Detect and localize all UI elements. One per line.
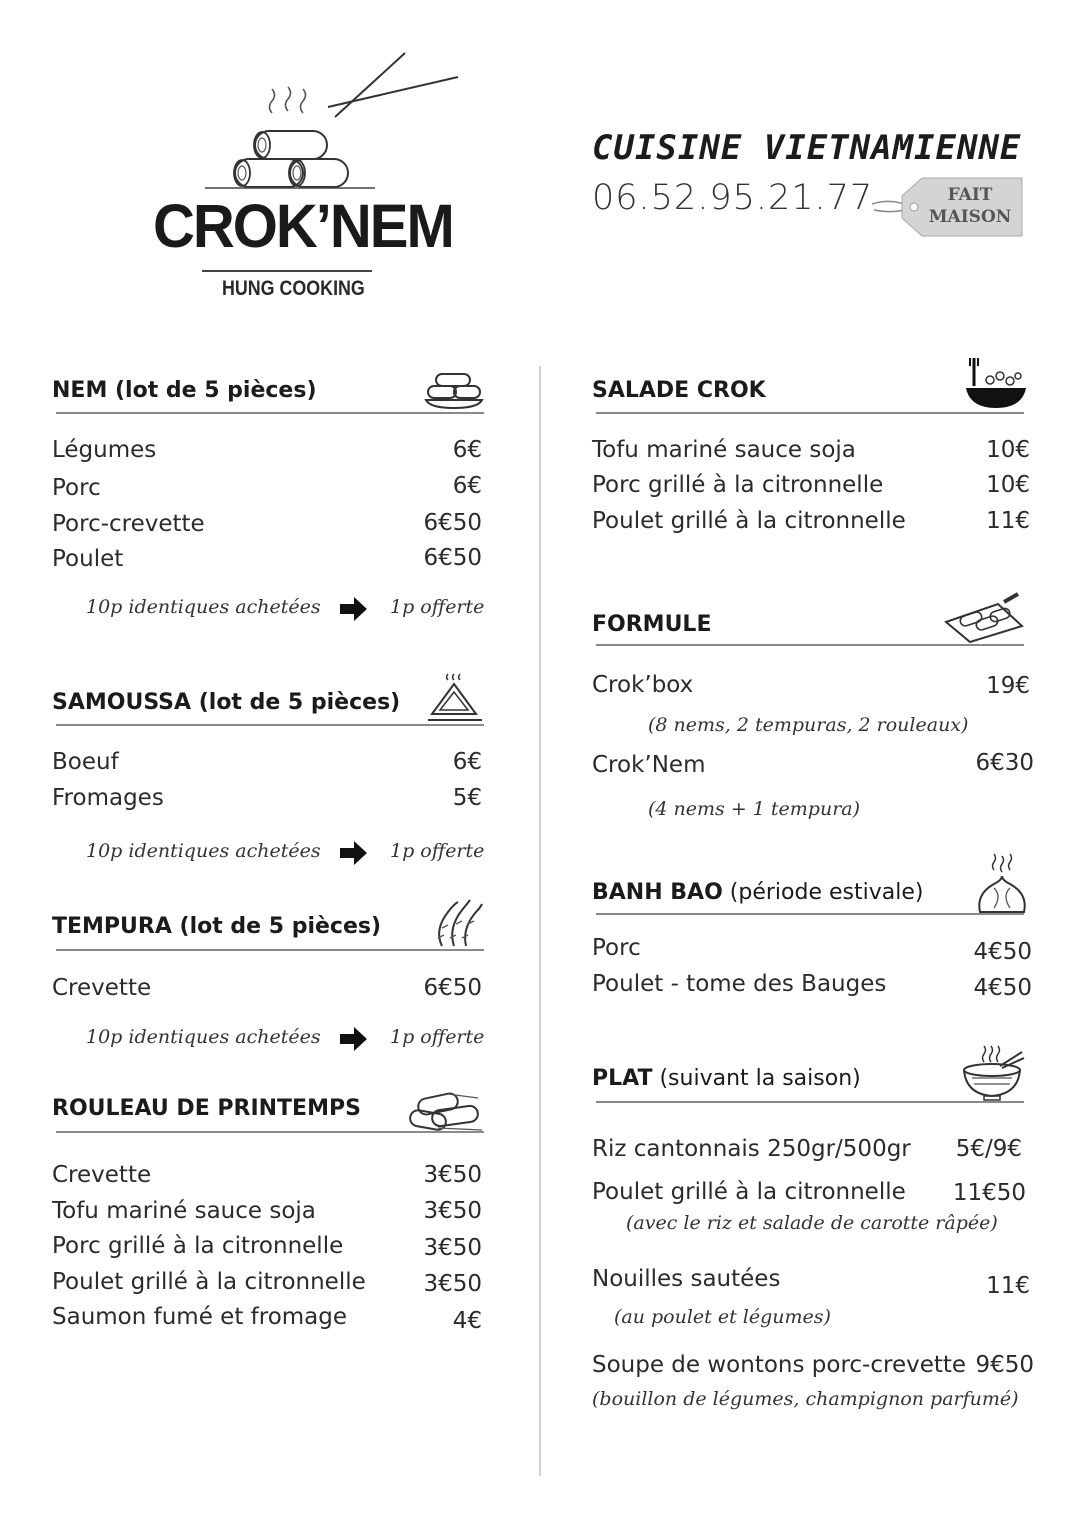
section-title-bold: PLAT	[592, 1066, 653, 1091]
menu-item-name: Poulet grillé à la citronnelle	[592, 1179, 906, 1205]
section-title-nem: NEM (lot de 5 pièces)	[52, 378, 317, 403]
section-title-rouleau: ROULEAU DE PRINTEMPS	[52, 1096, 361, 1121]
menu-item-name: Riz cantonnais 250gr/500gr	[592, 1136, 911, 1162]
logo-underline	[202, 270, 372, 272]
menu-item-price: 4€50	[973, 939, 1032, 965]
menu-item-name: Porc-crevette	[52, 511, 205, 537]
food-board-icon	[942, 592, 1026, 644]
menu-item-price: 5€	[452, 785, 482, 811]
menu-item-price: 3€50	[423, 1235, 482, 1261]
logo-subtitle: HUNG COOKING	[222, 277, 365, 300]
menu-item-note: (avec le riz et salade de carotte râpée)	[626, 1212, 998, 1234]
section-rule-nem	[56, 412, 484, 414]
cuisine-heading: CUISINE VIETNAMIENNE	[592, 128, 1022, 168]
offer-text: 10p identiques achetées	[86, 840, 321, 862]
section-title-banh-bao	[592, 880, 923, 905]
section-rule-plat	[596, 1101, 1024, 1103]
samoussa-icon	[426, 670, 486, 724]
logo	[150, 45, 453, 315]
tag-line-1: FAIT	[947, 185, 993, 205]
menu-item-price: 4€	[452, 1308, 482, 1334]
menu-item-price: 6€	[452, 473, 482, 499]
menu-item-name: Tofu mariné sauce soja	[52, 1198, 316, 1224]
noodle-bowl-icon	[960, 1046, 1024, 1102]
menu-item-price: 3€50	[423, 1198, 482, 1224]
menu-item-price: 11€	[986, 508, 1030, 534]
section-title-samoussa: SAMOUSSA (lot de 5 pièces)	[52, 690, 401, 715]
menu-item-price: 6€50	[423, 975, 482, 1001]
salad-bowl-icon	[962, 354, 1028, 414]
arrow-right-icon	[340, 597, 368, 621]
section-rule-formule	[596, 644, 1024, 646]
section-title-bold: BANH BAO	[592, 880, 723, 905]
menu-item-name: Poulet	[52, 546, 124, 572]
menu-item-name: Crok’Nem	[592, 752, 706, 778]
menu-item-name: Boeuf	[52, 749, 119, 775]
phone-number: 06.52.95.21.77	[592, 178, 874, 218]
section-title-detail: (suivant la saison)	[652, 1066, 861, 1091]
menu-item-note: (8 nems, 2 tempuras, 2 rouleaux)	[648, 714, 969, 736]
menu-item-price: 6€50	[423, 545, 482, 571]
menu-item-price: 9€50	[975, 1352, 1034, 1378]
section-rule-tempura	[56, 949, 484, 951]
nem-logo-icon	[150, 45, 420, 195]
tag-line-2: MAISON	[928, 207, 1012, 227]
tempura-shrimp-icon	[430, 894, 490, 950]
offer-free: 1p offerte	[390, 596, 485, 618]
arrow-right-icon	[340, 1027, 368, 1051]
menu-item-price: 6€	[452, 749, 482, 775]
nem-rolls-icon	[424, 370, 484, 414]
menu-item-price: 6€	[452, 437, 482, 463]
section-title-formule: FORMULE	[592, 612, 712, 637]
section-rule-samoussa	[56, 724, 484, 726]
menu-item-name: Poulet grillé à la citronnelle	[592, 508, 906, 534]
menu-item-price: 10€	[986, 437, 1030, 463]
bao-bun-icon	[974, 856, 1030, 916]
menu-item-name: Porc	[52, 475, 101, 501]
offer-text: 10p identiques achetées	[86, 596, 321, 618]
menu-item-note: (bouillon de légumes, champignon parfumé)	[592, 1388, 1019, 1410]
menu-item-name: Nouilles sautées	[592, 1266, 781, 1292]
menu-item-name: Crevette	[52, 975, 152, 1001]
offer-text: 10p identiques achetées	[86, 1026, 321, 1048]
logo-title: CROK’NEM	[153, 192, 453, 261]
menu-item-price: 6€30	[975, 750, 1034, 776]
section-title-detail: (période estivale)	[722, 880, 924, 905]
menu-item-price: 10€	[986, 472, 1030, 498]
menu-item-price: 3€50	[423, 1271, 482, 1297]
column-divider	[539, 366, 541, 1476]
section-title-plat	[592, 1066, 861, 1091]
section-rule-banh-bao	[596, 913, 1024, 915]
menu-item-name: Tofu mariné sauce soja	[592, 437, 856, 463]
menu-item-name: Crevette	[52, 1162, 152, 1188]
menu-item-name: Porc	[592, 935, 641, 961]
menu-item-name: Crok’box	[592, 672, 694, 698]
menu-item-name: Fromages	[52, 785, 164, 811]
menu-item-name: Saumon fumé et fromage	[52, 1304, 348, 1330]
section-rule-salade	[596, 412, 1024, 414]
menu-item-name: Soupe de wontons porc-crevette	[592, 1352, 967, 1378]
section-title-tempura: TEMPURA (lot de 5 pièces)	[52, 914, 382, 939]
menu-item-price: 19€	[986, 673, 1030, 699]
arrow-right-icon	[340, 841, 368, 865]
menu-item-price: 5€/9€	[955, 1136, 1022, 1162]
menu-item-name: Poulet grillé à la citronnelle	[52, 1269, 366, 1295]
menu-item-price: 11€50	[952, 1180, 1026, 1206]
menu-item-name: Porc grillé à la citronnelle	[52, 1233, 344, 1259]
offer-free: 1p offerte	[390, 840, 485, 862]
menu-item-price: 6€50	[423, 510, 482, 536]
section-rule-rouleau	[56, 1131, 484, 1133]
menu-item-price: 3€50	[423, 1162, 482, 1188]
fait-maison-label	[920, 184, 1020, 228]
menu-item-note: (4 nems + 1 tempura)	[648, 798, 861, 820]
spring-roll-icon	[408, 1088, 488, 1134]
section-title-salade: SALADE CROK	[592, 378, 766, 403]
offer-free: 1p offerte	[390, 1026, 485, 1048]
menu-item-name: Légumes	[52, 437, 157, 463]
menu-item-price: 4€50	[973, 975, 1032, 1001]
menu-item-price: 11€	[986, 1273, 1030, 1299]
menu-item-name: Poulet - tome des Bauges	[592, 971, 887, 997]
menu-item-note: (au poulet et légumes)	[614, 1306, 831, 1328]
menu-item-name: Porc grillé à la citronnelle	[592, 472, 884, 498]
